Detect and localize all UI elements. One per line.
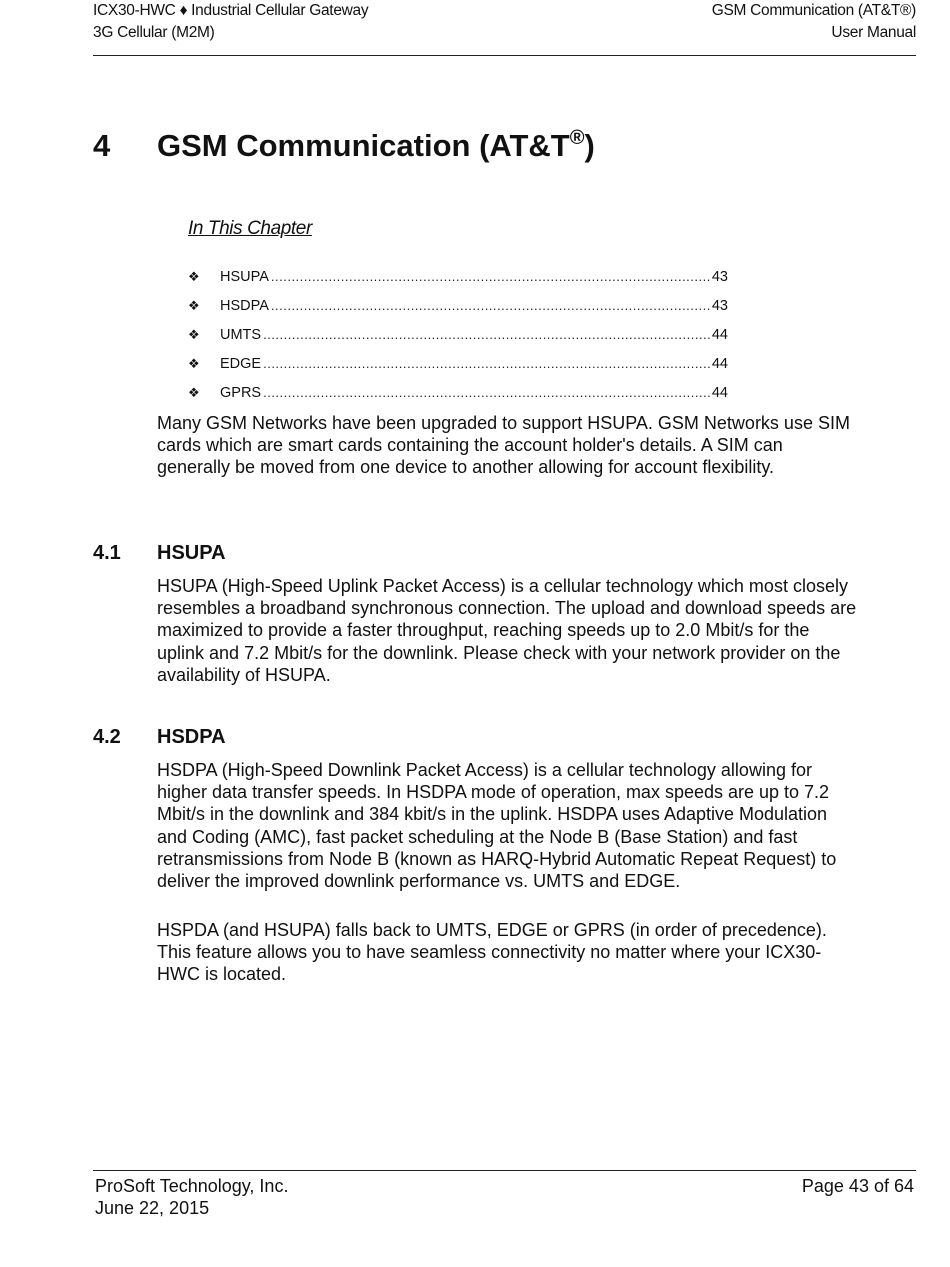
registered-mark: ® — [569, 127, 585, 149]
section-title: HSDPA — [157, 726, 226, 748]
hsdpa-paragraph: HSDPA (High-Speed Downlink Packet Access) is a cellular technology allowing for higher data transfer speeds. In HSDPA mode of operation, max speeds are up to 7.2 Mbit/s in the downlink and 384 kbit/s in the uplink. HSDPA uses Adaptive Modulation and Coding (AMC), fast packet scheduling at the Node B (Base Station) and fast retransmissions from Node B (known as HARQ-Hybrid Automatic Repeat Request) to deliver the improved downlink performance vs. UMTS and EDGE. — [157, 760, 837, 892]
header-product: ICX30-HWC ♦ Industrial Cellular Gateway — [93, 2, 369, 19]
footer-company: ProSoft Technology, Inc. — [95, 1176, 289, 1196]
page-header — [93, 0, 916, 56]
toc-list — [188, 262, 728, 407]
header-manual: User Manual — [831, 24, 916, 41]
toc-item-hsdpa[interactable] — [188, 291, 728, 320]
header-subtitle: 3G Cellular (M2M) — [93, 24, 215, 41]
toc-bullet-icon: ❖ — [188, 268, 200, 284]
toc-item-label: UMTS — [220, 326, 262, 343]
toc-item-hsupa[interactable] — [188, 262, 728, 291]
chapter-title-end: ) — [584, 128, 595, 163]
section-title: HSUPA — [157, 542, 226, 564]
toc-item-page: 43 — [711, 297, 728, 314]
toc-leader — [263, 327, 710, 342]
toc-bullet-icon: ❖ — [188, 384, 200, 400]
toc-leader — [263, 385, 710, 400]
toc-item-label: HSDPA — [220, 297, 269, 314]
footer-date: June 22, 2015 — [95, 1198, 210, 1218]
header-left — [93, 0, 368, 44]
section-heading-hsdpa — [93, 725, 226, 749]
section-number: 4.2 — [93, 726, 121, 748]
toc-leader — [271, 298, 710, 313]
toc-item-page: 44 — [711, 384, 728, 401]
toc-bullet-icon: ❖ — [188, 355, 200, 371]
toc-item-page: 44 — [711, 326, 728, 343]
section-number: 4.1 — [93, 542, 121, 564]
chapter-title-text: GSM Communication (AT&T — [157, 128, 570, 163]
toc-leader — [271, 269, 710, 284]
section-heading-hsupa — [93, 541, 226, 565]
toc-item-label: GPRS — [220, 384, 262, 401]
toc-item-page: 44 — [711, 355, 728, 372]
toc-bullet-icon: ❖ — [188, 326, 200, 342]
footer-left — [95, 1175, 288, 1219]
toc-heading: In This Chapter — [188, 218, 312, 239]
intro-paragraph: Many GSM Networks have been upgraded to support HSUPA. GSM Networks use SIM cards which are smart cards containing the account holder's details. A SIM can generally be moved from one device to another allowing for account flexibility. — [157, 413, 850, 478]
footer-page-number: Page 43 of 64 — [801, 1176, 914, 1196]
toc-item-page: 43 — [711, 268, 728, 285]
page-footer — [93, 1170, 916, 1218]
toc-item-label: EDGE — [220, 355, 262, 372]
header-chapter: GSM Communication (AT&T®) — [711, 2, 916, 19]
header-right — [712, 0, 916, 44]
toc-item-edge[interactable] — [188, 349, 728, 378]
hsupa-paragraph: HSUPA (High-Speed Uplink Packet Access) is a cellular technology which most closely resembles a broadband synchronous connection. The upload and download speeds are maximized to provide a faster throughput, reaching speeds up to 2.0 Mbit/s for the uplink and 7.2 Mbit/s for the downlink. Please check with your network provider on the availability of HSUPA. — [157, 576, 857, 685]
chapter-title — [93, 126, 595, 166]
chapter-number: 4 — [93, 128, 111, 163]
toc-item-umts[interactable] — [188, 320, 728, 349]
fallback-paragraph: HSPDA (and HSUPA) falls back to UMTS, EDGE or GPRS (in order of precedence). This feature allows you to have seamless connectivity no matter where your ICX30-HWC is located. — [157, 920, 827, 985]
toc-item-label: HSUPA — [220, 268, 269, 285]
toc-bullet-icon: ❖ — [188, 297, 200, 313]
toc-item-gprs[interactable] — [188, 378, 728, 407]
toc-leader — [263, 356, 710, 371]
